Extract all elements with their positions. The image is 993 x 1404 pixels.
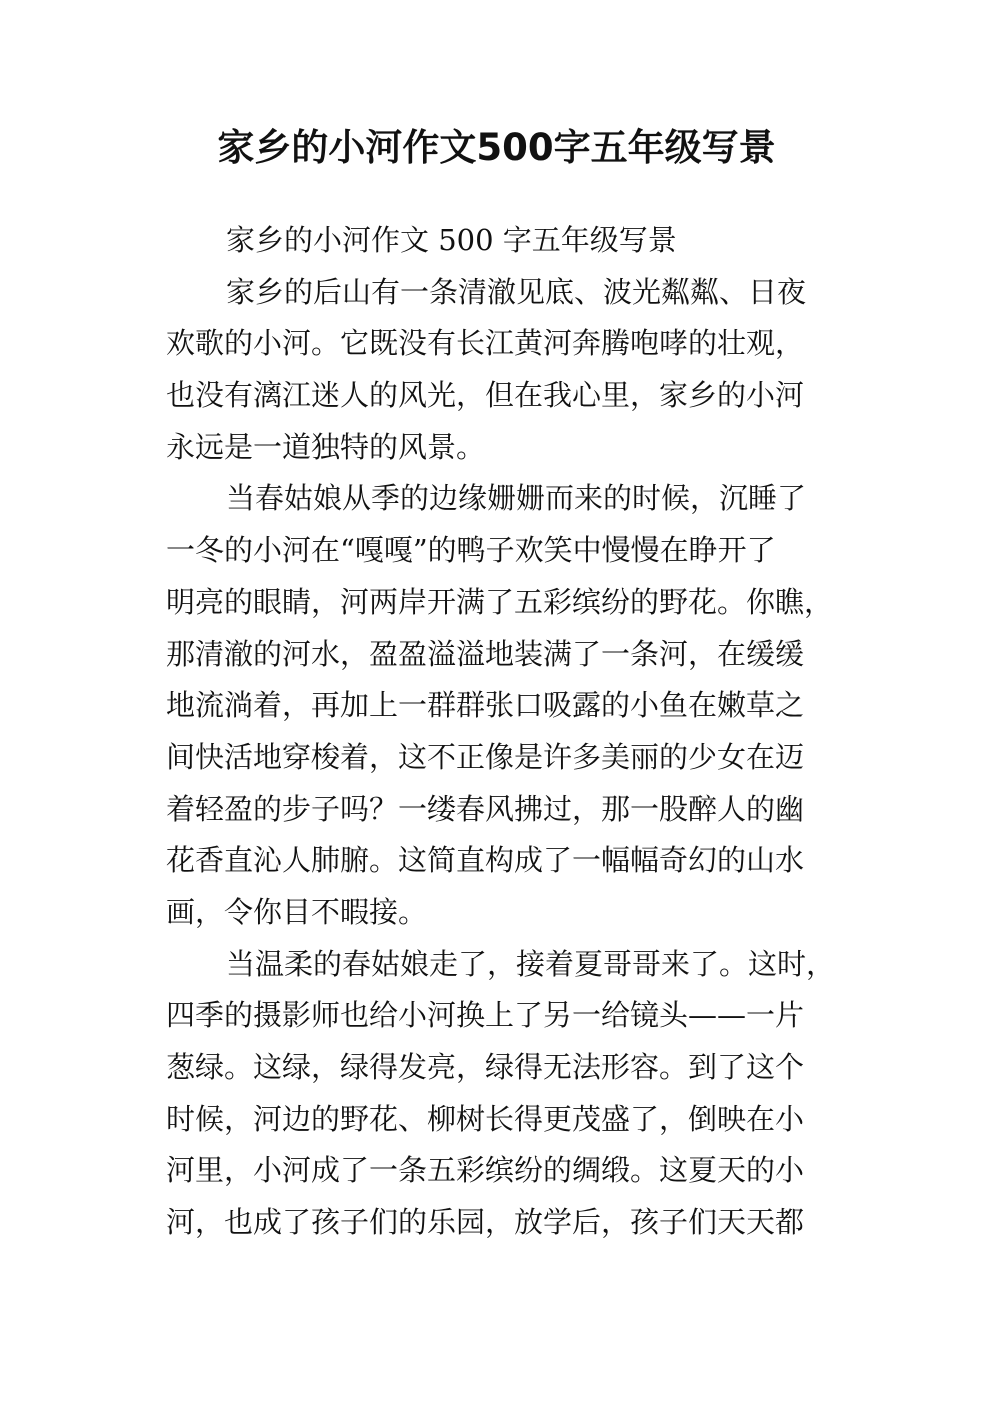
text-line: 花香直沁人肺腑。这简直构成了一幅幅奇幻的山水 bbox=[166, 843, 805, 878]
text-line: 时候，河边的野花、柳树长得更茂盛了，倒映在小 bbox=[166, 1101, 805, 1136]
text-line: 明亮的眼睛，河两岸开满了五彩缤纷的野花。你瞧， bbox=[166, 584, 834, 619]
text-line: 那清澈的河水，盈盈溢溢地装满了一条河，在缓缓 bbox=[166, 636, 805, 671]
document-body bbox=[166, 215, 834, 1249]
text-line: 河里，小河成了一条五彩缤纷的绸缎。这夏天的小 bbox=[166, 1153, 805, 1188]
text-line: 四季的摄影师也给小河换上了另一给镜头——一片 bbox=[166, 998, 805, 1033]
text-line: 也没有漓江迷人的风光，但在我心里，家乡的小河 bbox=[166, 378, 805, 413]
text-line: 欢歌的小河。它既没有长江黄河奔腾咆哮的壮观， bbox=[166, 326, 805, 361]
text-line: 间快活地穿梭着，这不正像是许多美丽的少女在迈 bbox=[166, 739, 805, 774]
text-line: 地流淌着，再加上一群群张口吸露的小鱼在嫩草之 bbox=[166, 688, 805, 723]
text-line: 家乡的小河作文 500 字五年级写景 bbox=[226, 223, 677, 257]
text-line: 着轻盈的步子吗？一缕春风拂过，那一股醉人的幽 bbox=[166, 791, 805, 826]
text-line: 当春姑娘从季的边缘姗姗而来的时候，沉睡了 bbox=[226, 481, 807, 516]
document-title: 家乡的小河作文500字五年级写景 bbox=[217, 126, 776, 169]
text-line: 家乡的后山有一条清澈见底、波光粼粼、日夜 bbox=[226, 274, 807, 309]
text-line: 葱绿。这绿，绿得发亮，绿得无法形容。到了这个 bbox=[166, 1050, 805, 1084]
text-line: 画，令你目不暇接。 bbox=[166, 894, 428, 929]
text-line: 当温柔的春姑娘走了，接着夏哥哥来了。这时， bbox=[226, 946, 836, 981]
text-line: 一冬的小河在“嘎嘎”的鸭子欢笑中慢慢在睁开了 bbox=[166, 533, 776, 568]
text-line: 河，也成了孩子们的乐园，放学后，孩子们天天都 bbox=[166, 1205, 805, 1240]
text-line: 永远是一道独特的风景。 bbox=[166, 429, 486, 464]
